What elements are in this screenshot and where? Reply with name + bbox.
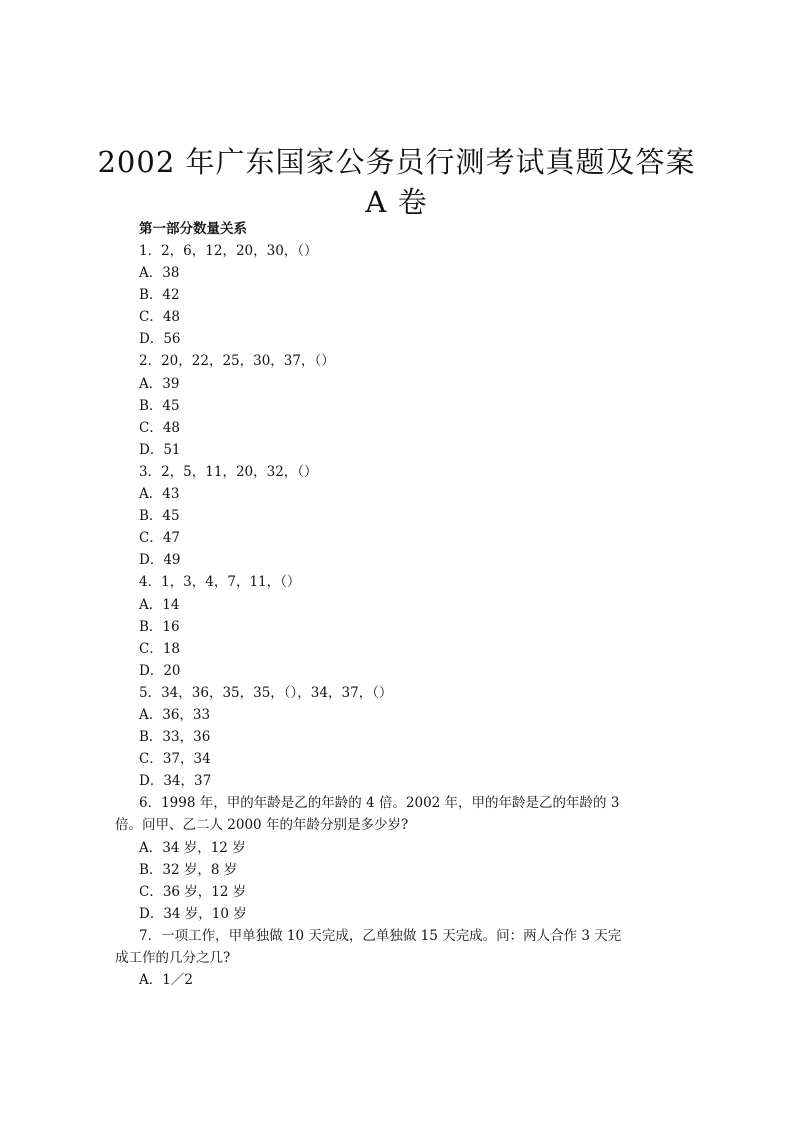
question-3: 3．2，5，11，20，32，（）: [139, 463, 318, 480]
option-line: A．38: [139, 265, 180, 282]
question-6: [115, 792, 715, 836]
question-2: 2．20，22，25，30，37，（）: [139, 353, 335, 370]
option-line: B．45: [139, 508, 180, 525]
question-4: 4．1，3，4，7，11，（）: [139, 574, 301, 591]
option-line: C．47: [139, 530, 181, 547]
question-7-line-2: 成工作的几分之几?: [115, 950, 231, 966]
option-line: B．33，36: [139, 729, 211, 746]
option-line: B．42: [139, 287, 180, 304]
section-heading: 第一部分数量关系: [139, 221, 247, 237]
option-line: A．36，33: [139, 706, 211, 723]
question-6-line-1: 6．1998 年，甲的年龄是乙的年龄的 4 倍。2002 年，甲的年龄是乙的年龄的 3: [139, 795, 620, 812]
option-line: D．56: [139, 331, 181, 348]
question-7-line-1: 7．一项工作，甲单独做 10 天完成，乙单独做 15 天完成。问：两人合作 3 天完: [139, 927, 622, 944]
option-line: D．51: [139, 441, 181, 458]
question-5: 5．34，36，35，35，（），34，37，（）: [139, 684, 393, 701]
option-line: C．36 岁，12 岁: [139, 883, 247, 900]
document-body: [115, 218, 715, 991]
option-line: D．20: [139, 662, 181, 679]
option-line: B．45: [139, 397, 180, 414]
option-line: A．14: [139, 596, 180, 613]
option-line: A．1／2: [139, 972, 193, 989]
option-line: C．48: [139, 419, 181, 436]
question-1: 1．2，6，12，20，30，（）: [139, 243, 318, 259]
question-7: [115, 925, 715, 969]
option-line: C．48: [139, 309, 181, 326]
document-title: 2002 年广东国家公务员行测考试真题及答案: [97, 145, 696, 179]
option-line: A．34 岁，12 岁: [139, 839, 246, 856]
option-line: A．39: [139, 375, 180, 392]
option-line: C．37，34: [139, 751, 211, 768]
option-line: A．43: [139, 486, 180, 503]
option-line: D．49: [139, 552, 181, 569]
option-line: C．18: [139, 640, 181, 657]
option-line: D．34 岁，10 岁: [139, 905, 247, 922]
option-line: D．34，37: [139, 773, 212, 790]
option-line: B．32 岁，8 岁: [139, 861, 238, 878]
option-line: B．16: [139, 618, 180, 635]
document-subtitle: A 卷: [365, 185, 428, 219]
question-6-line-2: 倍。问甲、乙二人 2000 年的年龄分别是多少岁?: [115, 817, 409, 834]
